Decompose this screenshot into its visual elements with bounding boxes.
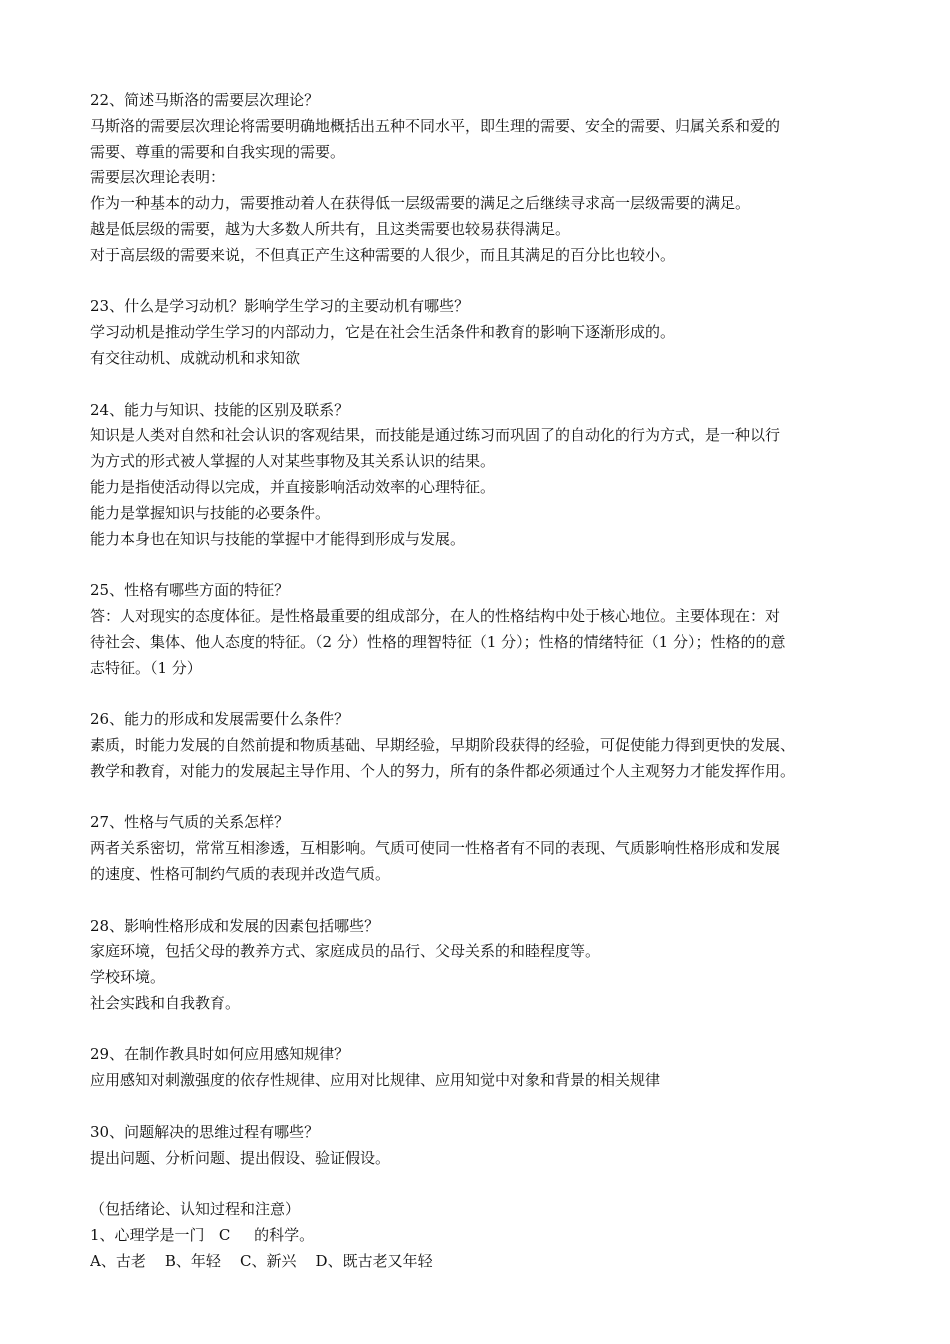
choice-question-1: 1、心理学是一门 C 的科学。 bbox=[90, 1226, 315, 1245]
answer-line: 家庭环境，包括父母的教养方式、家庭成员的品行、父母关系的和睦程度等。 bbox=[90, 942, 601, 961]
answer-line: 志特征。（1 分） bbox=[90, 658, 202, 677]
blank-line bbox=[90, 269, 870, 295]
question-30 bbox=[90, 1120, 870, 1172]
answer-line: 对于高层级的需要来说，不但真正产生这种需要的人很少，而且其满足的百分比也较小。 bbox=[90, 245, 676, 264]
answer-line: 应用感知对刺激强度的依存性规律、应用对比规律、应用知觉中对象和背景的相关规律 bbox=[90, 1071, 661, 1090]
question-title: 27、性格与气质的关系怎样？ bbox=[90, 813, 290, 832]
answer-line: 作为一种基本的动力，需要推动着人在获得低一层级需要的满足之后继续寻求高一层级需要的满足。 bbox=[90, 194, 751, 213]
question-24 bbox=[90, 398, 870, 553]
answer-line: 提出问题、分析问题、提出假设、验证假设。 bbox=[90, 1148, 391, 1167]
question-29 bbox=[90, 1042, 870, 1094]
question-title: 24、能力与知识、技能的区别及联系？ bbox=[90, 400, 350, 419]
question-27 bbox=[90, 810, 870, 887]
answer-line: 有交往动机、成就动机和求知欲 bbox=[90, 348, 301, 367]
question-title: 23、什么是学习动机？影响学生学习的主要动机有哪些？ bbox=[90, 297, 470, 316]
question-23 bbox=[90, 294, 870, 371]
answer-line: 马斯洛的需要层次理论将需要明确地概括出五种不同水平，即生理的需要、安全的需要、归属关系和爱的 bbox=[90, 116, 781, 135]
blank-line bbox=[90, 888, 870, 914]
answer-line: 教学和教育，对能力的发展起主导作用、个人的努力，所有的条件都必须通过个人主观努力才能发挥作用。 bbox=[90, 761, 796, 780]
answer-line: 两者关系密切，常常互相渗透，互相影响。气质可使同一性格者有不同的表现、气质影响性格形成和发展 bbox=[90, 839, 781, 858]
answer-line: 待社会、集体、他人态度的特征。（2 分）性格的理智特征（1 分）；性格的情绪特征（1 分）；性格的的意 bbox=[90, 632, 786, 651]
question-28 bbox=[90, 914, 870, 1017]
choice-options-1: A、古老 B、年轻 C、新兴 D、既古老又年轻 bbox=[90, 1251, 433, 1270]
question-25 bbox=[90, 578, 870, 681]
answer-line: 的速度、性格可制约气质的表现并改造气质。 bbox=[90, 864, 391, 883]
blank-line bbox=[90, 372, 870, 398]
question-title: 29、在制作教具时如何应用感知规律？ bbox=[90, 1045, 350, 1064]
answer-line: 答：人对现实的态度体征。是性格最重要的组成部分，在人的性格结构中处于核心地位。主要体现在：对 bbox=[90, 606, 781, 625]
question-title: 22、简述马斯洛的需要层次理论？ bbox=[90, 91, 320, 109]
answer-line: 学习动机是推动学生学习的内部动力，它是在社会生活条件和教育的影响下逐渐形成的。 bbox=[90, 323, 676, 342]
answer-line: 为方式的形式被人掌握的人对某些事物及其关系认识的结果。 bbox=[90, 452, 496, 471]
blank-line bbox=[90, 1017, 870, 1043]
question-title: 30、问题解决的思维过程有哪些？ bbox=[90, 1122, 320, 1141]
blank-line bbox=[90, 785, 870, 811]
blank-line bbox=[90, 681, 870, 707]
answer-line: 知识是人类对自然和社会认识的客观结果，而技能是通过练习而巩固了的自动化的行为方式，是一种以行 bbox=[90, 426, 781, 445]
blank-line bbox=[90, 552, 870, 578]
answer-line: 越是低层级的需要，越为大多数人所共有，且这类需要也较易获得满足。 bbox=[90, 219, 571, 238]
question-26 bbox=[90, 707, 870, 784]
answer-line: 素质，时能力发展的自然前提和物质基础、早期经验，早期阶段获得的经验，可促使能力得到更快的发展、 bbox=[90, 735, 796, 754]
answer-line: 需要层次理论表明： bbox=[90, 168, 226, 187]
multiple-choice-section bbox=[90, 1197, 870, 1274]
question-title: 26、能力的形成和发展需要什么条件？ bbox=[90, 710, 350, 729]
blank-line bbox=[90, 1171, 870, 1197]
blank-line bbox=[90, 1094, 870, 1120]
question-title: 25、性格有哪些方面的特征？ bbox=[90, 581, 290, 600]
question-22 bbox=[90, 88, 870, 269]
answer-line: 能力是掌握知识与技能的必要条件。 bbox=[90, 503, 331, 522]
document-page bbox=[90, 88, 870, 1275]
section-note: （包括绪论、认知过程和注意） bbox=[90, 1200, 301, 1219]
answer-line: 社会实践和自我教育。 bbox=[90, 993, 241, 1012]
answer-line: 能力本身也在知识与技能的掌握中才能得到形成与发展。 bbox=[90, 529, 466, 548]
answer-line: 需要、尊重的需要和自我实现的需要。 bbox=[90, 142, 346, 161]
question-title: 28、影响性格形成和发展的因素包括哪些？ bbox=[90, 916, 380, 935]
answer-line: 学校环境。 bbox=[90, 968, 166, 987]
answer-line: 能力是指使活动得以完成，并直接影响活动效率的心理特征。 bbox=[90, 477, 496, 496]
